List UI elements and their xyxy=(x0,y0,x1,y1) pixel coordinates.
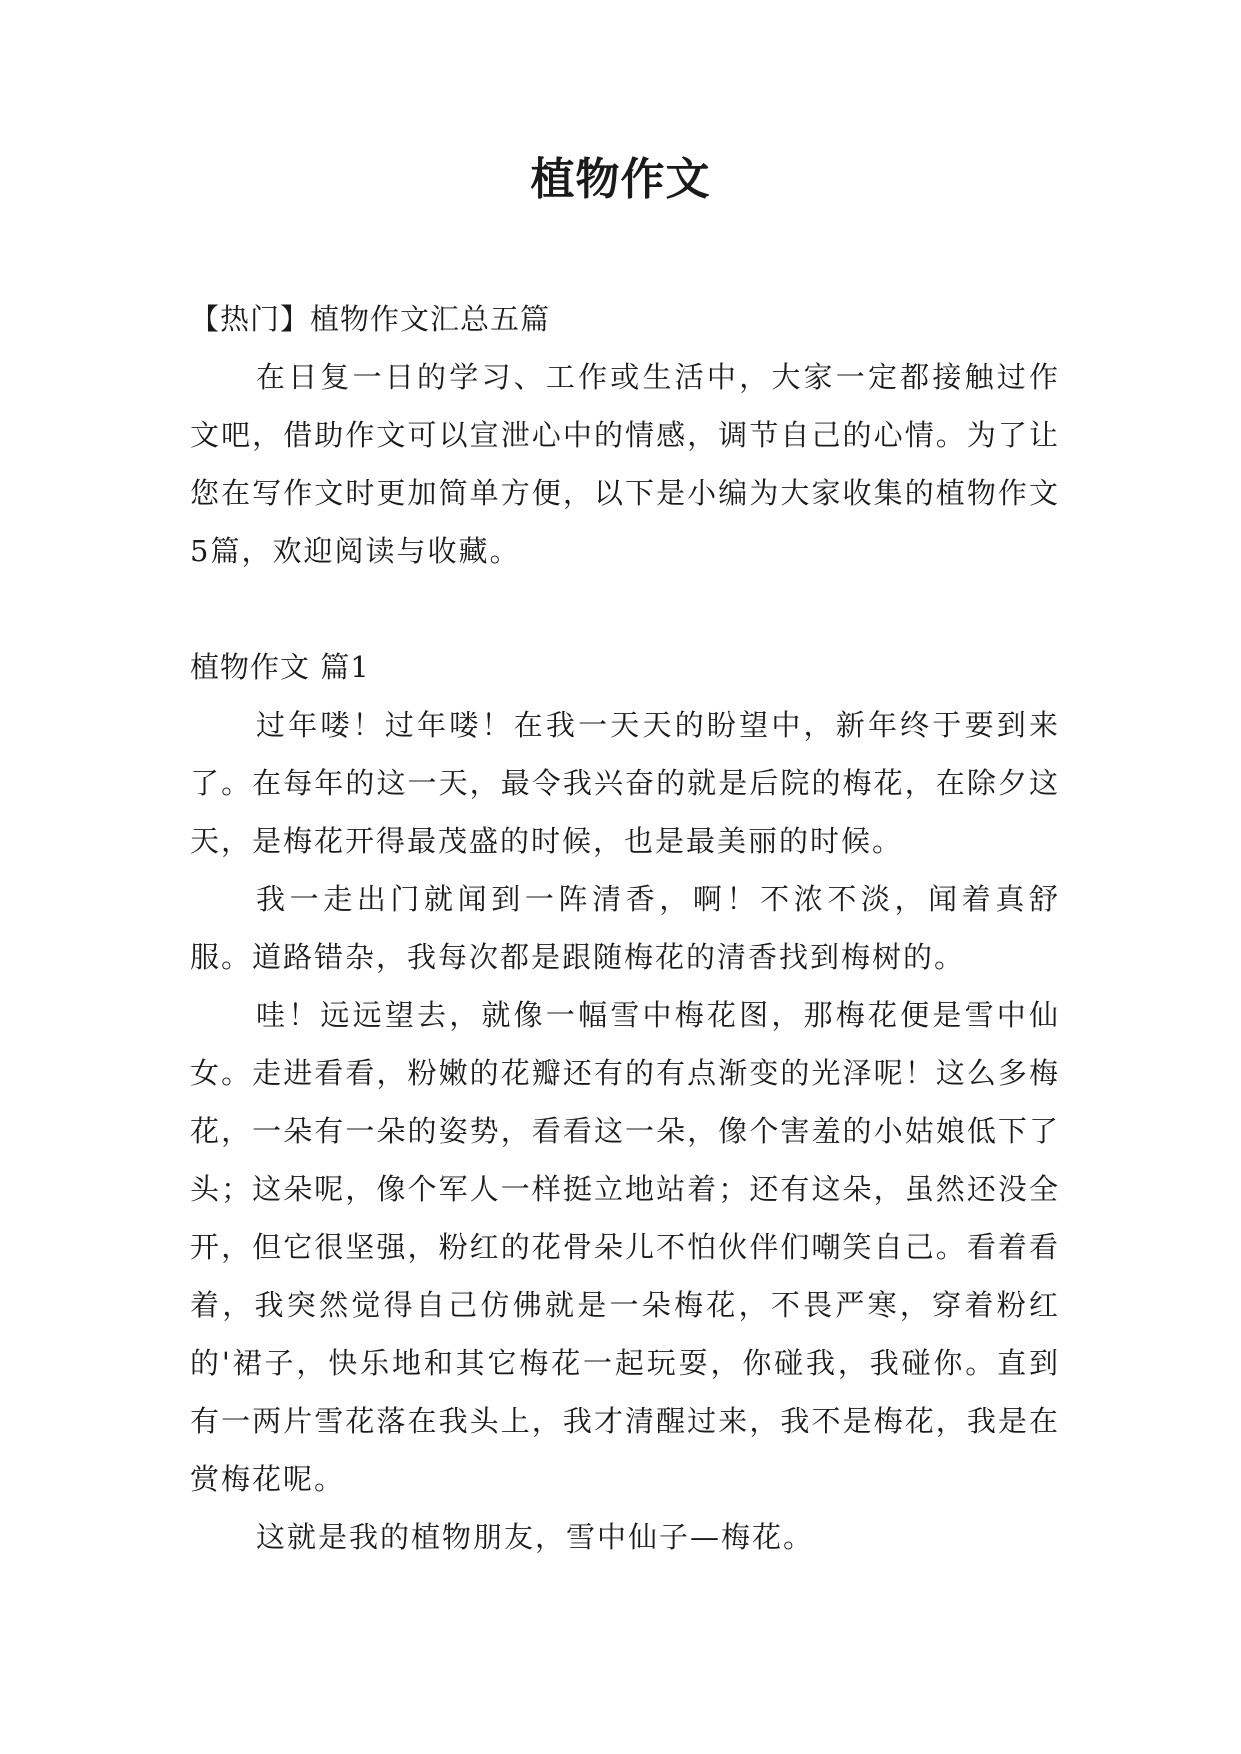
document-body xyxy=(190,290,1060,1566)
document-subtitle: 【热门】植物作文汇总五篇 xyxy=(190,302,551,336)
body-paragraph: 我一走出门就闻到一阵清香，啊！不浓不淡，闻着真舒服。道路错杂，我每次都是跟随梅花的清香找到梅树的。 xyxy=(190,882,1060,974)
body-paragraph: 过年喽！过年喽！在我一天天的盼望中，新年终于要到来了。在每年的这一天，最令我兴奋的就是后院的梅花，在除夕这天，是梅花开得最茂盛的时候，也是最美丽的时候。 xyxy=(190,708,1060,858)
section-heading: 植物作文 篇1 xyxy=(190,650,370,684)
document-title: 植物作文 xyxy=(530,154,711,205)
intro-paragraph: 在日复一日的学习、工作或生活中，大家一定都接触过作文吧，借助作文可以宣泄心中的情感，调节自己的心情。为了让您在写作文时更加简单方便，以下是小编为大家收集的植物作文5篇，欢迎阅读与收藏。 xyxy=(190,360,1060,568)
section-spacer xyxy=(190,580,1060,638)
body-paragraph: 这就是我的植物朋友，雪中仙子—梅花。 xyxy=(256,1520,815,1554)
body-paragraph: 哇！远远望去，就像一幅雪中梅花图，那梅花便是雪中仙女。走进看看，粉嫩的花瓣还有的有点渐变的光泽呢！这么多梅花，一朵有一朵的姿势，看看这一朵，像个害羞的小姑娘低下了头；这朵呢，像个军人一样挺立地站着；还有这朵，虽然还没全开，但它很坚强，粉红的花骨朵儿不怕伙伴们嘲笑自己。看着看着，我突然觉得自己仿佛就是一朵梅花，不畏严寒，穿着粉红的'裙子，快乐地和其它梅花一起玩耍，你碰我，我碰你。直到有一两片雪花落在我头上，我才清醒过来，我不是梅花，我是在赏梅花呢。 xyxy=(190,998,1060,1496)
